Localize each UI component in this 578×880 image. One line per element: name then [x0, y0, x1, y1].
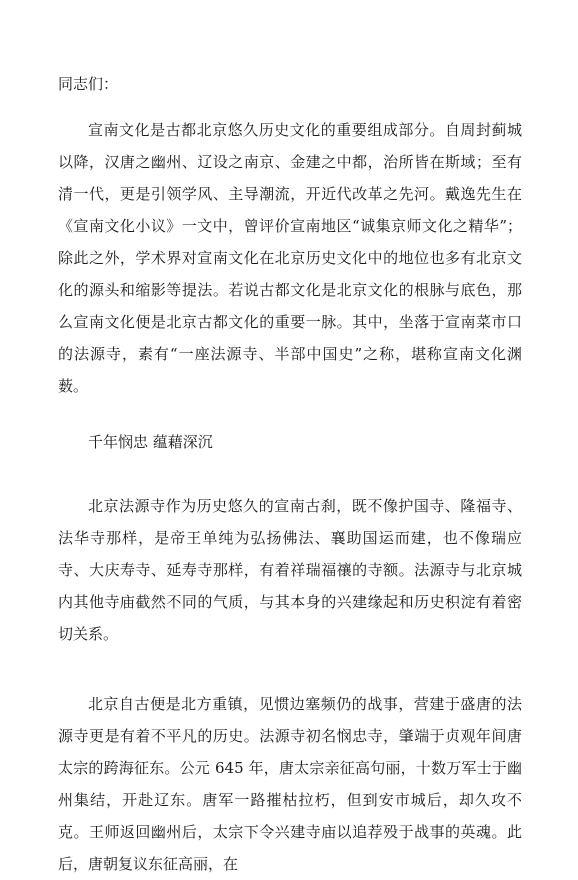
salutation: 同志们：: [58, 75, 119, 93]
paragraph-history: 北京自古便是北方重镇，见惯边塞频仍的战事，营建于盛唐的法源寺更是有着不平凡的历史。法源寺初名悯忠寺，肇端于贞观年间唐太宗的跨海征东。公元 645 年，唐太宗亲征高句丽，十数万军士于幽州集结，开赴辽东。唐军一路摧枯拉朽，但到安市城后，却久攻不克。王师返回幽州后，太宗下令兴建寺庙以追荐殁于战事的英魂。此后，唐朝复议东征高丽，在: [58, 695, 522, 873]
paragraph-intro: 宣南文化是古都北京悠久历史文化的重要组成部分。自周封蓟城以降，汉唐之幽州、辽设之南京、金建之中都，治所皆在斯域；至有清一代，更是引领学风、主导潮流，开近代改革之先河。戴逸先生在《宣南文化小议》一文中，曾评价宣南地区“诚集京师文化之精华”；除此之外，学术界对宣南文化在北京历史文化中的地位也多有北京文化的源头和缩影等提法。若说古都文化是北京文化的根脉与底色，那么宣南文化便是北京古都文化的重要一脉。其中，坐落于宣南菜市口的法源寺，素有“一座法源寺、半部中国史”之称，堪称宣南文化渊薮。: [58, 121, 522, 395]
paragraph-fayuan-temple: 北京法源寺作为历史悠久的宣南古刹，既不像护国寺、隆福寺、法华寺那样，是帝王单纯为弘扬佛法、襄助国运而建，也不像瑞应寺、大庆寿寺、延寿寺那样，有着祥瑞福禳的寺额。法源寺与北京城内其他寺庙截然不同的气质，与其本身的兴建缘起和历史积淀有着密切关系。: [58, 497, 522, 643]
section-heading: 千年悯忠 蕴藉深沉: [88, 433, 213, 451]
